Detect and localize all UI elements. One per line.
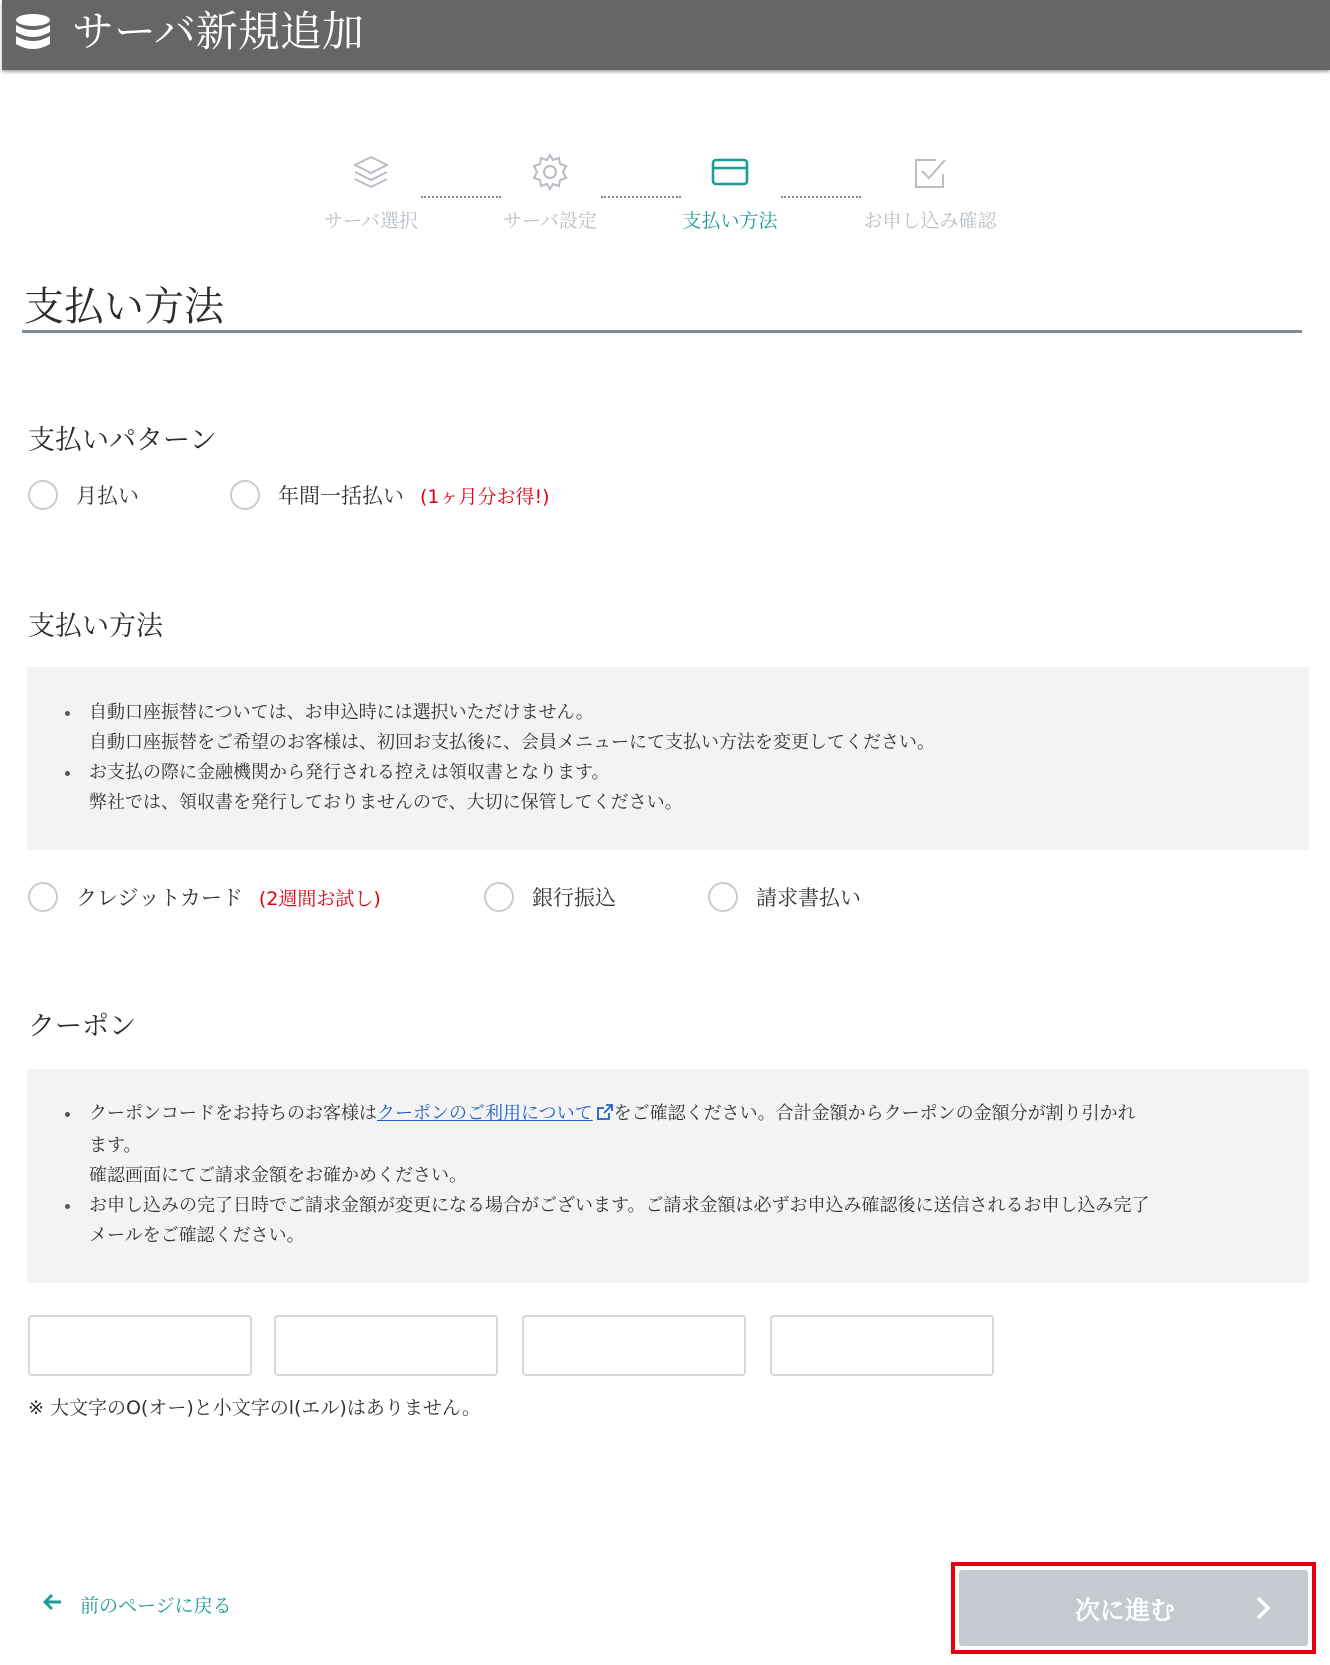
note-item: 自動口座振替については、お申込時には選択いただけません。 自動口座振替をご希望のお客様は、初回お支払後に、会員メニューにて支払い方法を変更してください。 [89,698,1309,758]
note-item: クーポンコードをお持ちのお客様はクーポンのご利用について をご確認ください。合計金額からクーポンの金額分が割り引かれ ます。 確認画面にてご請求金額をお確かめください。 [89,1099,1309,1191]
step-label: お申し込み確認 [863,210,997,232]
back-link-label: 前のページに戻る [80,1595,232,1617]
note-item: お申し込みの完了日時でご請求金額が変更になる場合がございます。ご請求金額は必ずお申込み確認後に送信されるお申し込み完了 メールをご確認ください。 [89,1191,1309,1251]
arrow-left-icon [42,1593,62,1616]
step-label: サーバ設定 [502,210,598,232]
radio-button[interactable] [484,882,514,912]
back-link[interactable] [42,1591,232,1618]
payment-method-radio-group [28,882,928,918]
coupon-code-input-3[interactable] [522,1315,746,1376]
discount-badge: (1ヶ月分お得!) [420,485,550,508]
page-header-title: サーバ新規追加 [72,7,364,56]
radio-button[interactable] [708,882,738,912]
gear-icon [465,150,635,194]
checkbox-icon [845,150,1015,194]
coupon-code-input-4[interactable] [770,1315,994,1376]
radio-annual[interactable] [230,480,550,510]
payment-pattern-title: 支払いパターン [28,425,217,456]
radio-monthly[interactable] [28,480,139,510]
coupon-title: クーポン [28,1011,136,1042]
step-payment-method [645,150,815,233]
radio-button[interactable] [28,480,58,510]
radio-label: 年間一括払い [278,484,404,508]
radio-label: 銀行振込 [532,886,616,910]
payment-method-notes [27,667,1309,850]
step-indicator [0,150,1330,240]
step-server-select [286,150,456,233]
step-server-settings [465,150,635,233]
database-icon [14,13,52,57]
title-divider [22,330,1302,333]
radio-label: クレジットカード [76,886,243,910]
note-item: お支払の際に金融機関から発行される控えは領収書となります。 弊社では、領収書を発行しておりませんので、大切に保管してください。 [89,758,1309,818]
radio-button[interactable] [28,882,58,912]
step-confirm [845,150,1015,233]
credit-card-icon [645,150,815,194]
radio-invoice[interactable] [708,882,861,912]
radio-label: 月払い [76,484,139,508]
app-header [2,0,1330,70]
trial-badge: (2週間お試し) [258,887,381,910]
next-button-label: 次に進む [1074,1596,1175,1625]
layers-icon [286,150,456,194]
payment-pattern-radio-group [28,480,628,516]
radio-label: 請求書払い [756,886,861,910]
coupon-code-input-2[interactable] [274,1315,498,1376]
coupon-notes [27,1069,1309,1283]
step-label: サーバ選択 [323,210,419,232]
external-link-icon [596,1101,614,1131]
step-label: 支払い方法 [682,210,778,232]
radio-button[interactable] [230,480,260,510]
next-button[interactable] [959,1570,1308,1646]
page-title: 支払い方法 [24,284,224,330]
coupon-code-input-1[interactable] [28,1315,252,1376]
coupon-hint: ※ 大文字のO(オー)と小文字のl(エル)はありません。 [28,1397,481,1419]
coupon-usage-link[interactable]: クーポンのご利用について [377,1103,593,1124]
radio-bank-transfer[interactable] [484,882,616,912]
radio-credit-card[interactable] [28,882,381,912]
chevron-right-icon [1254,1594,1272,1626]
payment-method-title: 支払い方法 [28,611,163,642]
